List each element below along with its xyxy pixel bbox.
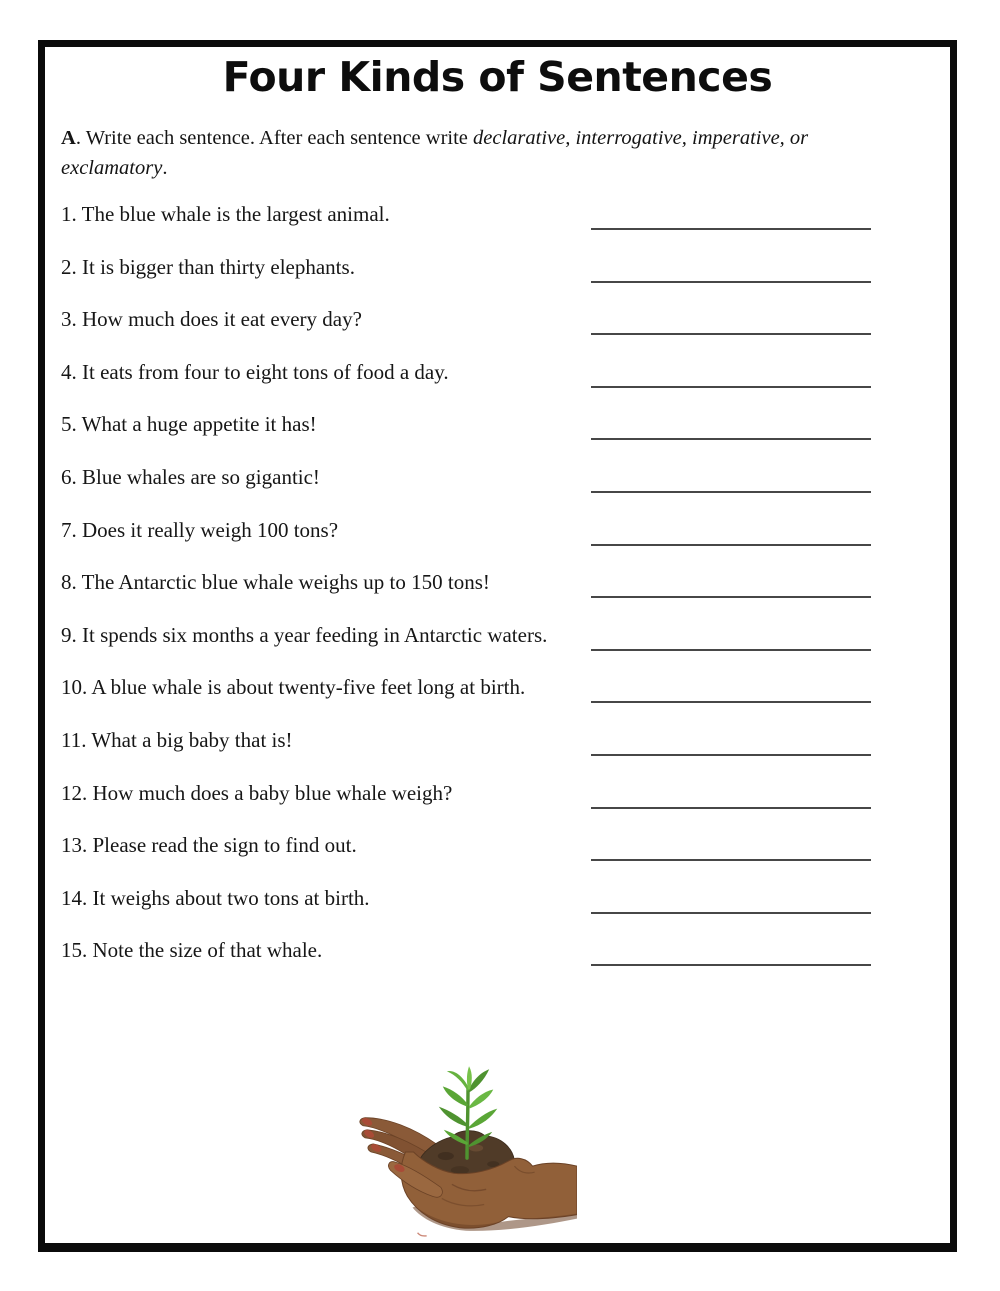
- sentence-row-13: [61, 829, 871, 882]
- sentence-list: [61, 198, 871, 987]
- sentence-text: 7. Does it really weigh 100 tons?: [61, 517, 339, 542]
- answer-blank-5[interactable]: [591, 438, 871, 440]
- answer-blank-13[interactable]: [591, 859, 871, 861]
- answer-blank-14[interactable]: [591, 912, 871, 914]
- small-mark: [418, 1233, 427, 1236]
- answer-blank-8[interactable]: [591, 596, 871, 598]
- sentence-text: 4. It eats from four to eight tons of food a day.: [61, 359, 449, 384]
- sentence-text: 8. The Antarctic blue whale weighs up to 150 tons!: [61, 570, 490, 595]
- sentence-row-14: [61, 882, 871, 935]
- sentence-text: 2. It is bigger than thirty elephants.: [61, 254, 355, 279]
- sentence-text: 5. What a huge appetite it has!: [61, 412, 317, 437]
- sentence-text: 11. What a big baby that is!: [61, 727, 293, 752]
- sentence-row-10: [61, 671, 871, 724]
- sentence-text: 6. Blue whales are so gigantic!: [61, 464, 320, 489]
- sentence-row-7: [61, 514, 871, 567]
- sentence-row-1: [61, 198, 871, 251]
- instruction-label: A: [61, 127, 76, 149]
- hand-seedling-illustration: [355, 1065, 577, 1237]
- answer-blank-3[interactable]: [591, 333, 871, 335]
- sentence-row-15: [61, 934, 871, 987]
- sentence-text: 3. How much does it eat every day?: [61, 307, 362, 332]
- sentence-text: 12. How much does a baby blue whale weigh?: [61, 780, 453, 805]
- answer-blank-10[interactable]: [591, 701, 871, 703]
- sentence-text: 1. The blue whale is the largest animal.: [61, 202, 390, 226]
- answer-blank-15[interactable]: [591, 964, 871, 966]
- answer-blank-2[interactable]: [591, 281, 871, 283]
- answer-blank-9[interactable]: [591, 649, 871, 651]
- worksheet-page: [38, 40, 957, 1252]
- answer-blank-4[interactable]: [591, 386, 871, 388]
- sentence-row-12: [61, 777, 871, 830]
- answer-blank-6[interactable]: [591, 491, 871, 493]
- sentence-row-8: [61, 566, 871, 619]
- answer-blank-7[interactable]: [591, 544, 871, 546]
- sentence-row-4: [61, 356, 871, 409]
- sentence-types-italic-cont: exclamatory: [61, 157, 163, 179]
- instruction-period: .: [162, 157, 168, 179]
- instructions: [61, 123, 929, 183]
- sentence-row-9: [61, 619, 871, 672]
- sentence-text: 10. A blue whale is about twenty-five feet long at birth.: [61, 675, 526, 700]
- answer-blank-1[interactable]: [591, 228, 871, 230]
- sentence-row-5: [61, 408, 871, 461]
- sentence-row-6: [61, 461, 871, 514]
- instruction-text: . Write each sentence. After each sentence write: [75, 127, 474, 149]
- sentence-text: 13. Please read the sign to find out.: [61, 833, 357, 858]
- sentence-text: 9. It spends six months a year feeding in Antarctic waters.: [61, 622, 548, 647]
- sentence-text: 14. It weighs about two tons at birth.: [61, 885, 370, 910]
- sentence-row-2: [61, 251, 871, 304]
- worksheet-title: Four Kinds of Sentences: [222, 53, 773, 101]
- sentence-types-italic: declarative, interrogative, imperative, or: [473, 127, 809, 149]
- sentence-row-11: [61, 724, 871, 777]
- answer-blank-12[interactable]: [591, 807, 871, 809]
- sentence-text: 15. Note the size of that whale.: [61, 938, 323, 963]
- answer-blank-11[interactable]: [591, 754, 871, 756]
- sentence-row-3: [61, 303, 871, 356]
